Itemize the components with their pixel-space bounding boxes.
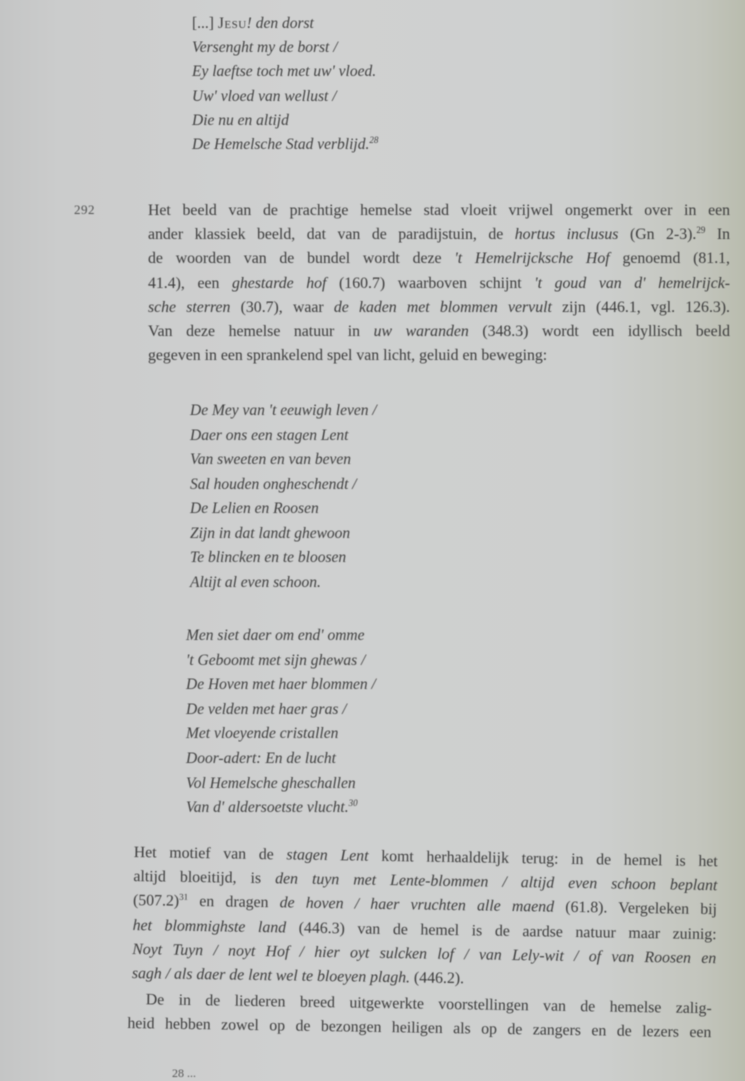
italic-quote: den tuyn met Lente-blommen / altijd even schoon beplant bbox=[275, 870, 718, 895]
footnote-ref: 31 bbox=[179, 892, 189, 903]
paragraph-3 bbox=[127, 988, 712, 1046]
italic-quote: de kaden met blommen vervult bbox=[333, 298, 552, 316]
italic-quote: de hoven / haer vruchten alle maend bbox=[279, 894, 555, 917]
italic-quote: 't Hemelrijcksche Hof bbox=[454, 250, 610, 268]
text-line bbox=[148, 199, 730, 223]
paragraph-1 bbox=[148, 199, 730, 368]
text-run: (348.3) wordt een idyllisch beeld bbox=[468, 323, 730, 341]
verse-line: Uw' vloed van wellust / bbox=[192, 87, 337, 105]
italic-quote: sche sterren bbox=[148, 298, 231, 316]
text-run: (507.2) bbox=[132, 892, 180, 911]
text-run: 41.4), een bbox=[148, 274, 232, 292]
text-run: zijn (446.1, vgl. 126.3). bbox=[551, 298, 731, 316]
verse-line: Altijt al even schoon. bbox=[190, 573, 321, 591]
smallcaps-name: Jesu bbox=[217, 15, 247, 32]
italic-quote: uw waranden bbox=[373, 323, 469, 341]
italic-quote: 't goud van d' hemelrijck- bbox=[534, 274, 730, 292]
text-run: Het motief van de bbox=[133, 843, 287, 864]
verse-block-1 bbox=[192, 12, 378, 157]
text-run: gegeven in een sprankelend spel van licht, geluid en beweging: bbox=[148, 347, 548, 365]
text-line: heid hebben zowel op de bezongen heiligen als op de zangers en de lezers een bbox=[127, 1015, 712, 1042]
text-run: en dragen bbox=[187, 893, 280, 912]
text-line bbox=[148, 223, 730, 247]
verse-line: Die nu en altijd bbox=[192, 111, 289, 129]
verse-stanza-1 bbox=[190, 399, 377, 595]
text-run: (446.3) van de hemel is de aardse natuur maar zuinig: bbox=[285, 919, 717, 943]
text-run: (160.7) waarboven schijnt bbox=[326, 274, 535, 292]
verse-line: Te blincken en te bloosen bbox=[190, 549, 347, 566]
text-run: de woorden van de bundel wordt deze bbox=[148, 250, 455, 268]
verse-line: De Hoven met haer blommen / bbox=[186, 676, 376, 694]
verse-stanza-2 bbox=[186, 624, 376, 821]
footnote-ref: 30 bbox=[348, 798, 358, 809]
text-line bbox=[148, 296, 730, 320]
verse-text: De Hemelsche Stad verblijd. bbox=[192, 136, 370, 154]
text-run: altijd bloeitijd, is bbox=[133, 868, 276, 888]
text-line bbox=[148, 247, 730, 271]
text-run: In bbox=[705, 226, 731, 244]
verse-line bbox=[192, 133, 378, 157]
text-run: komt herhaaldelijk terug: in de hemel is het bbox=[368, 847, 718, 871]
verse-line: De velden met haer gras / bbox=[186, 700, 347, 718]
verse-line: 't Geboomt met sijn ghewas / bbox=[186, 651, 366, 669]
italic-quote: Noyt Tuyn / noyt Hof / hier oyt sulcken lof / van Lely-wit / of van Roosen en bbox=[132, 940, 717, 967]
text-line bbox=[148, 272, 730, 296]
verse-line: Ey laeftse toch met uw' vloed. bbox=[192, 63, 377, 81]
text-line bbox=[148, 344, 730, 368]
italic-quote: stagen Lent bbox=[286, 846, 369, 865]
verse-line: Sal houden ongheschendt / bbox=[190, 475, 357, 493]
ellipsis-bracket: [...] bbox=[192, 15, 218, 32]
verse-line: Zijn in dat landt ghewoon bbox=[190, 524, 351, 542]
italic-quote: het blommighste land bbox=[132, 916, 287, 937]
text-run: Het beeld van de prachtige hemelse stad vloeit vrijwel ongemerkt over in een bbox=[148, 202, 730, 219]
italic-quote: hortus inclusus bbox=[514, 226, 619, 244]
text-run: (Gn 2-3). bbox=[618, 226, 697, 244]
text-run: genoemd (81.1, bbox=[609, 250, 731, 268]
verse-line: Door-adert: En de lucht bbox=[186, 749, 336, 767]
verse-line: Vol Hemelsche gheschallen bbox=[186, 774, 356, 792]
text-line: De in de liederen breed uitgewerkte voorstellingen van de hemelse zalig- bbox=[145, 991, 712, 1018]
italic-quote: sagh / als daer de lent wel te bloeyen plagh. bbox=[131, 965, 411, 987]
verse-text: ! den dorst bbox=[246, 15, 314, 32]
footnote-ref: 29 bbox=[696, 225, 706, 236]
margin-paragraph-number: 292 bbox=[74, 202, 95, 217]
verse-line: Van d' aldersoetste vlucht.$^{30}$ bbox=[186, 798, 358, 817]
text-line bbox=[148, 320, 730, 344]
text-run: (30.7), waar bbox=[230, 298, 334, 316]
paragraph-2 bbox=[132, 841, 718, 995]
verse-line: Van sweeten en van beven bbox=[190, 451, 351, 468]
verse-line: Daer ons een stagen Lent bbox=[190, 426, 349, 444]
verse-line: Versenght my de borst / bbox=[192, 39, 338, 57]
verse-line bbox=[192, 12, 378, 36]
verse-line: Met vloeyende cristallen bbox=[186, 725, 339, 743]
verse-line: De Lelien en Roosen bbox=[190, 500, 319, 517]
footnote-stub: 28 ... bbox=[172, 1066, 196, 1080]
text-run: ander klassiek beeld, dat van de paradijstuin, de bbox=[148, 226, 515, 244]
text-run: (61.8). Vergeleken bij bbox=[553, 899, 718, 919]
verse-line: Men siet daer om end' omme bbox=[186, 627, 365, 644]
italic-quote: ghestarde hof bbox=[231, 274, 327, 292]
footnote-ref: 28 bbox=[369, 135, 379, 146]
verse-line: De Mey van 't eeuwigh leven / bbox=[190, 402, 377, 419]
text-run: (446.2). bbox=[409, 969, 465, 988]
text-run: Van deze hemelse natuur in bbox=[148, 323, 374, 341]
